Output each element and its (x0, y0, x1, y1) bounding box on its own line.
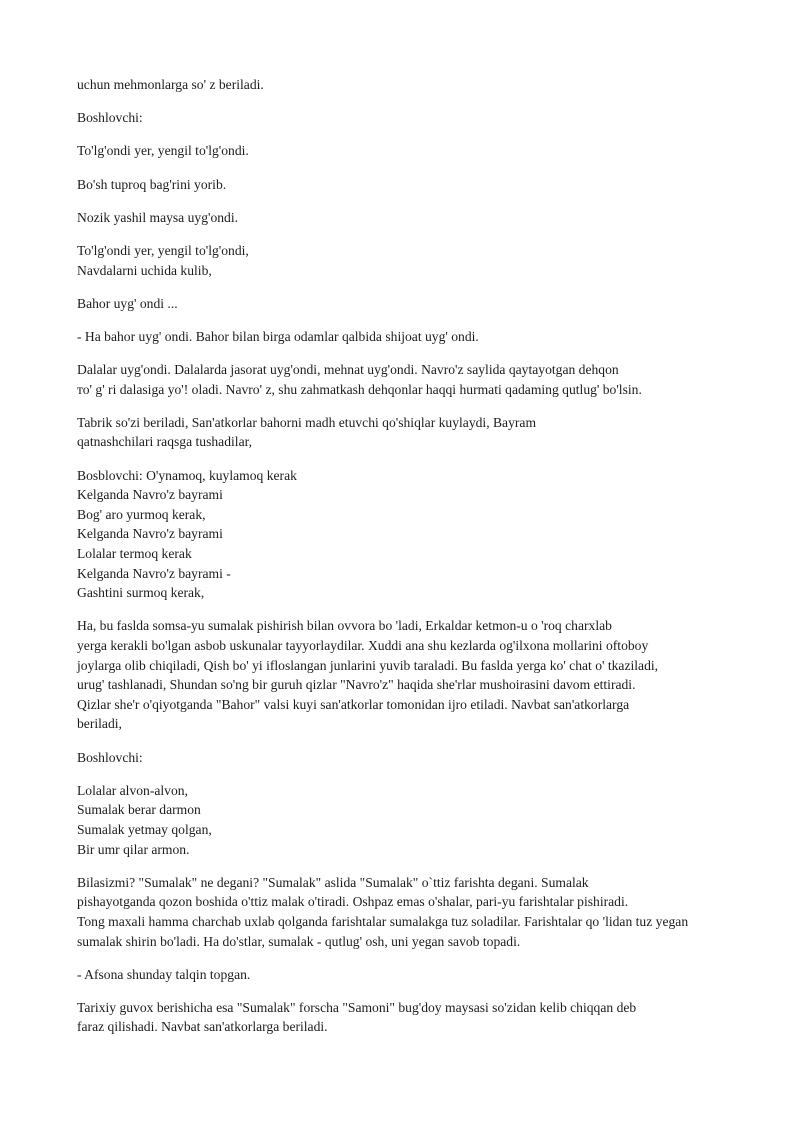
text-line: Sumalak berar darmon (77, 802, 201, 818)
text-line: Sumalak yetmay qolgan, (77, 821, 212, 837)
verse-line (77, 141, 757, 161)
text-line: Qizlar she'r o'qiyotganda "Bahor" valsi kuyi san'atkorlar tomonidan ijro etiladi. Navbat san'atkorlarga (77, 696, 630, 712)
paragraph (77, 873, 757, 951)
text-line: Dalalar uyg'ondi. Dalalarda jasorat uyg'ondi, mehnat uyg'ondi. Navro'z saylida qaytayotgan dehqon (77, 362, 619, 378)
text-line: Ha, bu faslda somsa-yu sumalak pishirish bilan ovvora bo 'ladi, Erkaldar ketmon-u o 'roq charxlab (77, 618, 612, 634)
text-line: Tong maxali hamma charchab uxlab qolganda farishtalar sumalakga tuz soladilar. Farishtalar qo 'lidan tuz yegan (77, 913, 689, 929)
text-line: Bog' aro yurmoq kerak, (77, 506, 206, 522)
text-line: urug' tashlanadi, Shundan so'ng bir guruh qizlar "Navro'z" haqida she'rlar mushoirasini davom ettiradi. (77, 677, 636, 693)
text-line: то' g' ri dalasiga yo'! oladi. Navro' z, shu zahmatkash dehqonlar haqqi hurmati qadaming qutlug' bo'lsin. (77, 381, 642, 397)
text-line: Kelganda Navro'z bayrami - (77, 565, 231, 581)
text-line: pishayotganda qozon boshida o'ttiz malak o'tiradi. Oshpaz emas o'shalar, pari-yu farishtalar pishiradi. (77, 894, 629, 910)
paragraph (77, 616, 757, 734)
text-line: Lolalar termoq kerak (77, 546, 192, 562)
text-line: Nozik yashil maysa uyg'ondi. (77, 209, 239, 225)
paragraph (77, 327, 757, 347)
text-line: Bo'sh tuproq bag'rini yorib. (77, 176, 227, 192)
speaker-label (77, 108, 757, 128)
paragraph (77, 998, 757, 1037)
text-line: Boshlovchi: (77, 749, 143, 765)
verse-line (77, 208, 757, 228)
text-line: Tarixiy guvox berishicha esa "Sumalak" forscha "Samoni" bug'doy maysasi so'zidan kelib chiqqan deb (77, 999, 637, 1015)
paragraph (77, 360, 757, 399)
document-page (77, 75, 757, 1051)
text-line: Bahor uyg' ondi ... (77, 295, 178, 311)
verse-line (77, 175, 757, 195)
paragraph (77, 75, 757, 95)
text-line: Bosblovchi: O'ynamoq, kuylamoq kerak (77, 467, 297, 483)
text-line: Kelganda Navro'z bayrami (77, 487, 223, 503)
paragraph (77, 965, 757, 985)
text-line: Gashtini surmoq kerak, (77, 585, 205, 601)
text-line: uchun mehmonlarga so' z beriladi. (77, 77, 264, 92)
verse-stanza (77, 781, 757, 859)
text-line: To'lg'ondi yer, yengil to'lg'ondi. (77, 143, 249, 159)
verse-stanza (77, 466, 757, 603)
text-line: To'lg'ondi yer, yengil to'lg'ondi, (77, 242, 249, 258)
text-line: joylarga olib chiqiladi, Qish bo' yi ifloslangan junlarini yuvib taraladi. Bu faslda yerga ko' chat o' tkaziladi, (77, 657, 659, 673)
text-line: Bilasizmi? "Sumalak" ne degani? "Sumalak" aslida "Sumalak" o`ttiz farishta degani. Sumalak (77, 874, 589, 890)
text-line: Lolalar alvon-alvon, (77, 782, 188, 798)
text-line: - Afsona shunday talqin topgan. (77, 966, 251, 982)
text-line: faraz qilishadi. Navbat san'atkorlarga beriladi. (77, 1019, 328, 1035)
text-line: Boshlovchi: (77, 110, 143, 126)
text-line: - Ha bahor uyg' ondi. Bahor bilan birga odamlar qalbida shijoat uyg' ondi. (77, 328, 479, 344)
text-line: Bir umr qilar armon. (77, 841, 190, 857)
verse-stanza (77, 241, 757, 280)
text-line: qatnashchilari raqsga tushadilar, (77, 434, 252, 450)
verse-line (77, 294, 757, 314)
paragraph (77, 413, 757, 452)
speaker-label (77, 748, 757, 768)
text-line: yerga kerakli bo'lgan asbob uskunalar tayyorlaydilar. Xuddi ana shu kezlarda og'ilxona mollarini oftoboy (77, 638, 649, 653)
text-line: sumalak shirin bo'ladi. Ha do'stlar, sumalak - qutlug' osh, uni yegan savob topadi. (77, 933, 521, 949)
text-line: Tabrik so'zi beriladi, San'atkorlar bahorni madh etuvchi qo'shiqlar kuylaydi, Bayram (77, 414, 537, 430)
text-line: Navdalarni uchida kulib, (77, 262, 212, 278)
text-line: beriladi, (77, 716, 122, 732)
text-line: Kelganda Navro'z bayrami (77, 526, 223, 542)
